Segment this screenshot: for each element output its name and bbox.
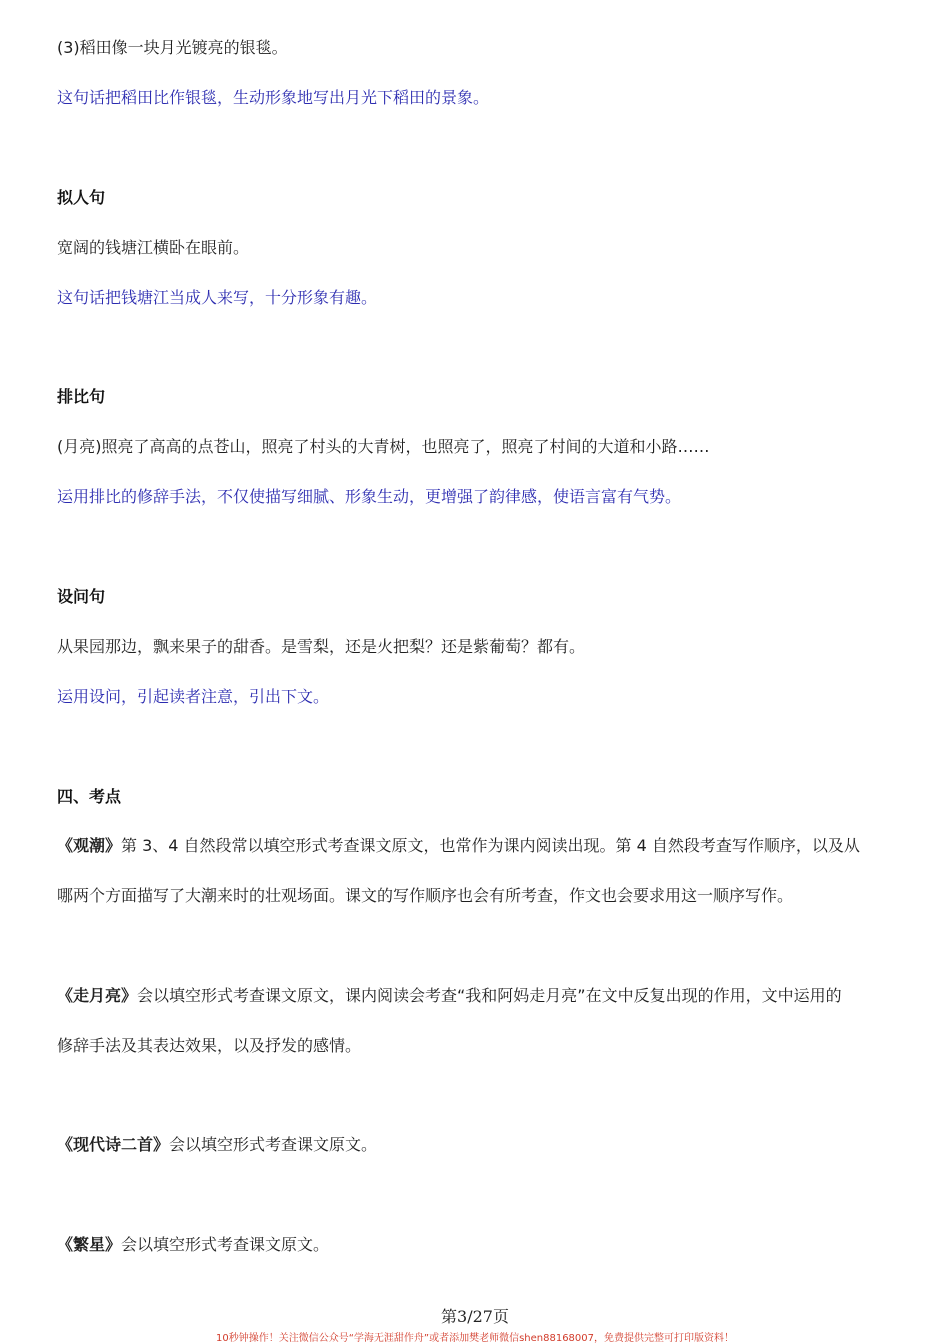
exam-item-text: 会以填空形式考查课文原文，课内阅读会考查“我和阿妈走月亮”在文中反复出现的作用，文中运用的 — [137, 986, 842, 1005]
parallelism-sentence: (月亮)照亮了高高的点苍山，照亮了村头的大青树，也照亮了，照亮了村间的大道和小路…… — [57, 437, 710, 456]
exam-item-guanchao-line2: 哪两个方面描写了大潮来时的壮观场面。课文的写作顺序也会有所考查，作文也会要求用这一顺序写作。 — [57, 886, 794, 905]
exam-item-title: 《走月亮》 — [57, 986, 138, 1005]
exam-points-heading: 四、考点 — [57, 787, 122, 806]
personification-analysis: 这句话把钱塘江当成人来写，十分形象有趣。 — [57, 288, 378, 307]
exam-item-title: 《现代诗二首》 — [57, 1135, 170, 1154]
rhetorical-question-sentence: 从果园那边，飘来果子的甜香。是雪梨，还是火把梨？还是紫葡萄？都有。 — [57, 637, 586, 656]
parallelism-analysis: 运用排比的修辞手法，不仅使描写细腻、形象生动，更增强了韵律感，使语言富有气势。 — [57, 487, 682, 506]
exam-item-title: 《观潮》 — [57, 836, 122, 855]
personification-heading: 拟人句 — [57, 188, 106, 207]
metaphor-sentence: (3)稻田像一块月光镀亮的银毯。 — [57, 38, 288, 57]
exam-item-text: 会以填空形式考查课文原文。 — [121, 1235, 330, 1254]
metaphor-analysis: 这句话把稻田比作银毯，生动形象地写出月光下稻田的景象。 — [57, 88, 490, 107]
exam-item-zouyueliang-line2: 修辞手法及其表达效果，以及抒发的感情。 — [57, 1036, 362, 1055]
page-number: 第3/27页 — [441, 1307, 509, 1326]
footer-promo-note: 10秒钟操作！关注微信公众号“学海无涯甜作舟”或者添加樊老师微信shen88168007，免费提供完整可打印版资料！ — [215, 1333, 735, 1344]
rhetorical-question-heading: 设问句 — [57, 587, 106, 606]
exam-item-zouyueliang-line1 — [57, 984, 900, 1008]
rhetorical-question-analysis: 运用设问，引起读者注意，引出下文。 — [57, 687, 330, 706]
exam-item-title: 《繁星》 — [57, 1235, 122, 1254]
exam-item-text: 会以填空形式考查课文原文。 — [169, 1135, 378, 1154]
personification-sentence: 宽阔的钱塘江横卧在眼前。 — [57, 238, 250, 257]
exam-item-fanxing-line1 — [57, 1233, 900, 1257]
parallelism-heading: 排比句 — [57, 387, 106, 406]
exam-item-xiandaishi-line1 — [57, 1133, 900, 1157]
exam-item-text: 第 3、4 自然段常以填空形式考查课文原文，也常作为课内阅读出现。第 4 自然段考查写作顺序，以及从 — [121, 836, 860, 855]
exam-item-guanchao-line1 — [57, 834, 900, 858]
